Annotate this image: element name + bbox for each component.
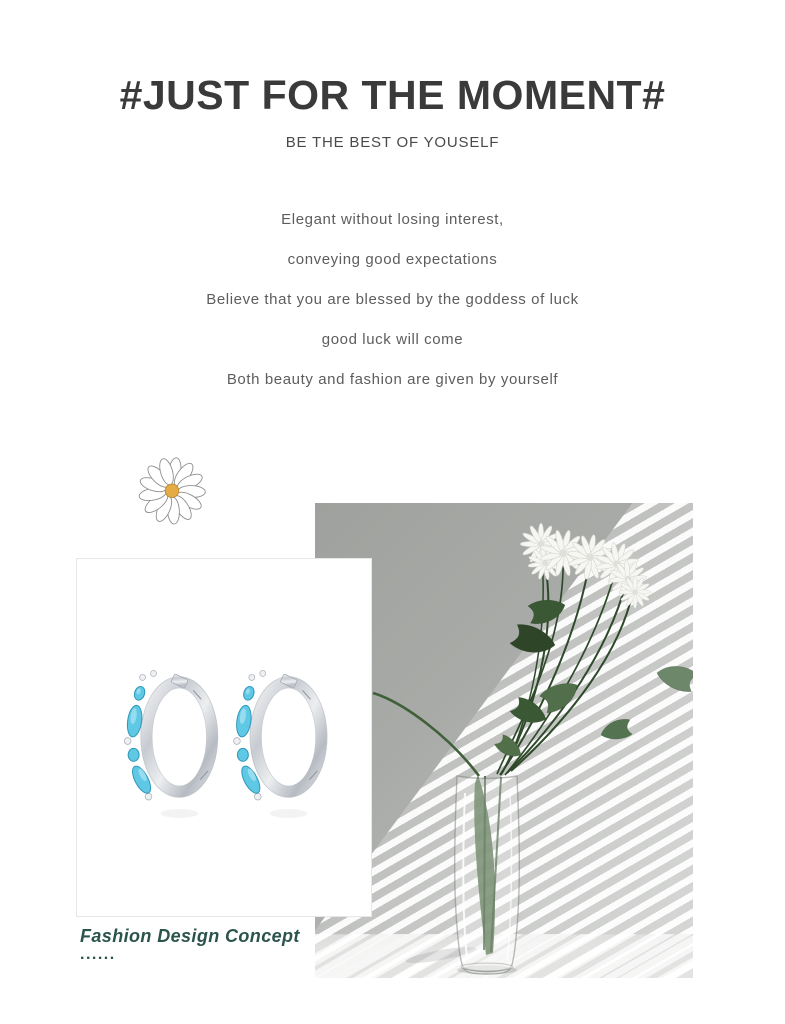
earrings-card [76,558,372,917]
concept-caption [80,926,300,962]
tagline-line-5: Both beauty and fashion are given by yourself [226,371,559,388]
earrings-image [77,559,371,916]
concept-label: Fashion Design Concept [80,926,300,946]
tagline-line-4: good luck will come [321,331,464,348]
concept-dots: ...... [80,946,116,963]
page-subtitle: BE THE BEST OF YOUSELF [285,134,500,151]
tagline-block [0,200,785,400]
page-title: #JUST FOR THE MOMENT# [119,72,666,118]
daisy-icon [136,450,208,528]
tagline-line-1: Elegant without losing interest, [281,211,504,228]
tagline-line-3: Believe that you are blessed by the goddess of luck [206,291,579,308]
tagline-line-2: conveying good expectations [287,251,498,268]
